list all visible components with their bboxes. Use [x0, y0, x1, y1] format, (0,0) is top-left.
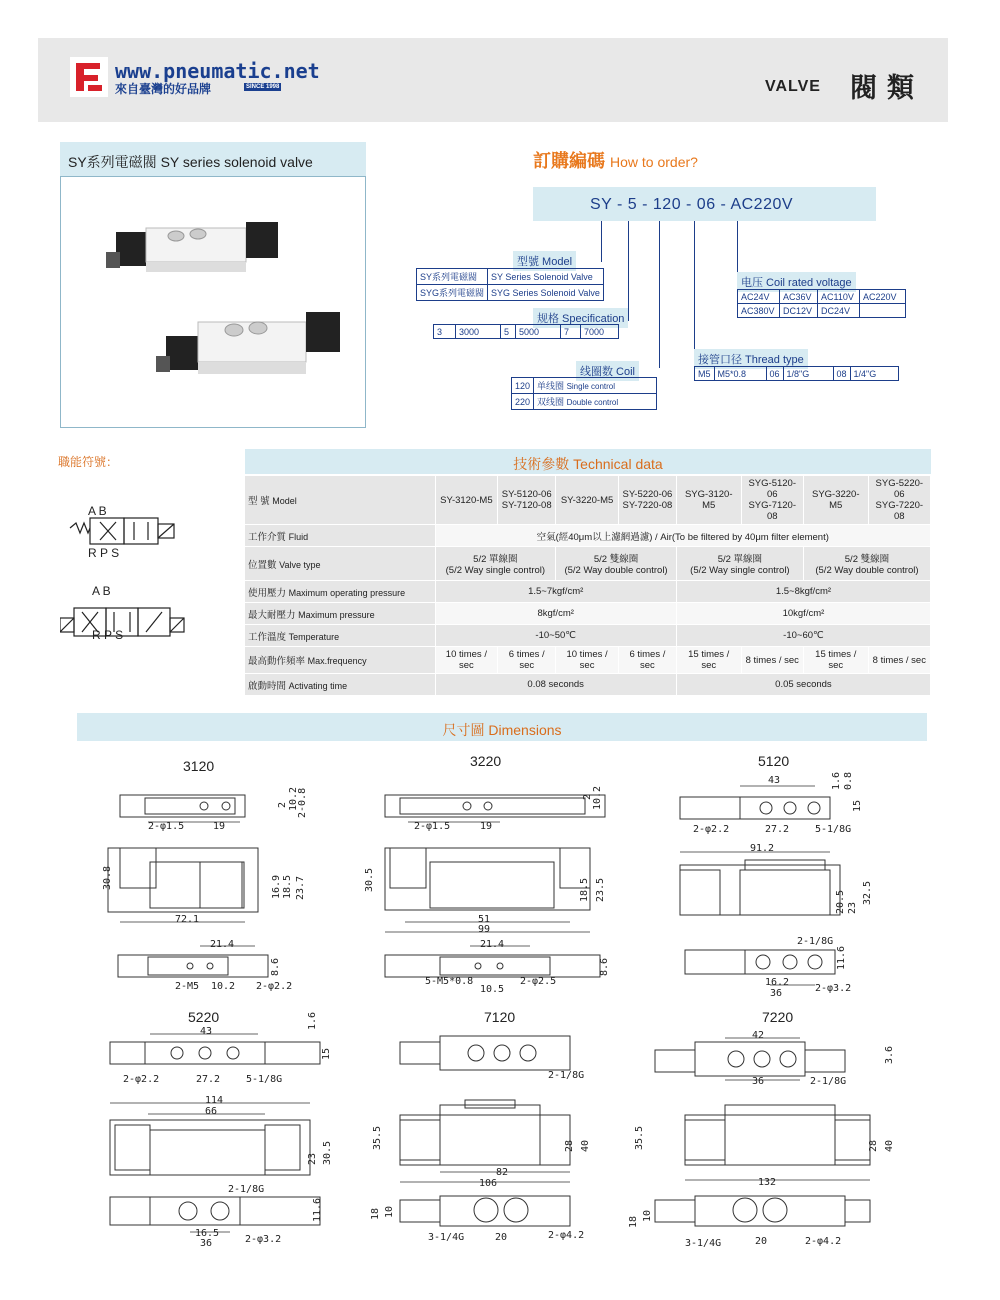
drawing-port — [222, 802, 230, 810]
thread-cell: 06 — [766, 367, 783, 381]
model-cell: SY Series Solenoid Valve — [488, 269, 604, 285]
drawing-port — [484, 802, 492, 810]
dimension-label: 66 — [205, 1106, 218, 1117]
dimension-label: 32.5 — [862, 880, 873, 905]
dimension-label: 3-1/4G — [685, 1238, 722, 1249]
tech-row-label-en: Maximum operating pressure — [288, 587, 406, 598]
drawing-outline — [400, 1115, 570, 1165]
dimension-label: 2-φ1.5 — [148, 821, 185, 832]
dimension-label: 2-φ3.2 — [245, 1234, 282, 1245]
dim-name-5220: 5220 — [188, 1009, 220, 1025]
spec-cell: 3 — [434, 325, 456, 339]
dimension-label: 23 — [847, 901, 858, 914]
tech-cell: SYG-3120-M5 — [676, 476, 741, 525]
drawing-port — [504, 1198, 528, 1222]
tech-cell: 1.5~8kgf/cm² — [676, 581, 930, 603]
product-title: SY系列電磁閥 SY series solenoid valve — [60, 142, 366, 176]
dimension-label: 16.5 — [195, 1228, 220, 1239]
tech-row-label-en: Temperature — [288, 631, 340, 642]
dimension-label: 91.2 — [750, 843, 775, 854]
drawing-port — [763, 1198, 787, 1222]
tech-title: 技術參數 Technical data — [245, 449, 931, 474]
dimension-label: 20 — [495, 1232, 508, 1243]
thread-cell: M5*0.8 — [714, 367, 766, 381]
drawing-outline — [400, 1120, 440, 1160]
drawing-outline — [680, 870, 720, 915]
dim-name-7220: 7220 — [762, 1009, 794, 1025]
drawing-port — [783, 955, 797, 969]
drawing-outline — [200, 862, 244, 908]
tech-cell: SY-3220-M5 — [556, 476, 619, 525]
drawing-outline — [655, 1050, 695, 1072]
model-cell: SYG Series Solenoid Valve — [488, 285, 604, 301]
dimension-label: 19 — [213, 821, 226, 832]
logo-slogan: 來自臺灣的好品牌 — [115, 82, 212, 96]
tech-cell: 0.05 seconds — [676, 674, 930, 696]
drawing-outline — [150, 1197, 240, 1225]
spec-cell: 7000 — [581, 325, 619, 339]
tech-row-label-cn: 工作介質 — [248, 531, 289, 543]
drawing-port — [200, 802, 208, 810]
dimension-label: 16.9 — [271, 874, 282, 899]
drawing-outline — [115, 1125, 150, 1170]
dimension-label: 1.6 — [307, 1011, 318, 1030]
drawing-port — [199, 1047, 211, 1059]
dimension-label: 18.5 — [282, 874, 293, 899]
voltage-cell: AC110V — [818, 290, 860, 304]
spec-label: 规格 Specification — [533, 308, 628, 328]
dimension-label: 5-M5*0.8 — [425, 976, 474, 987]
drawing-outline — [680, 865, 840, 915]
dim-name-3120: 3120 — [183, 758, 215, 774]
dimension-label: 10.2 — [592, 785, 603, 810]
tech-cell: 空氣(經40μm以上濾網過濾) / Air(To be filtered by 40μm filter element) — [435, 525, 931, 547]
thread-cell: M5 — [695, 367, 715, 381]
drawing-outline — [430, 862, 554, 908]
tech-cell: SY-5220-06 SY-7220-08 — [618, 476, 676, 525]
dimension-label: 40 — [884, 1139, 895, 1152]
drawing-outline — [390, 848, 426, 888]
dimension-label: 114 — [205, 1095, 224, 1106]
dimension-label: 106 — [479, 1178, 498, 1189]
dimension-label: 2-0.8 — [297, 787, 308, 818]
dimension-label: 15 — [321, 1047, 332, 1060]
dimension-label: 30.5 — [364, 867, 375, 892]
dimension-label: 30.5 — [322, 1140, 333, 1165]
dimension-label: 2 — [277, 801, 288, 808]
dimension-label: 51 — [478, 914, 491, 925]
dimension-label: 2-φ2.2 — [256, 981, 293, 992]
tech-row-label-en: Model — [272, 496, 297, 506]
thread-label: 接管口径 Thread type — [694, 349, 808, 369]
dimension-label: 10.5 — [480, 984, 505, 995]
dimension-label: 21.4 — [210, 939, 235, 950]
dimension-label: 18.5 — [579, 877, 590, 902]
tech-cell: 8 times / sec — [868, 647, 930, 674]
dimension-label: 10 — [384, 1205, 395, 1218]
drawing-outline — [685, 1115, 870, 1165]
drawing-port — [808, 802, 820, 814]
model-label: 型號 Model — [513, 251, 576, 271]
dimension-label: 35.5 — [634, 1125, 645, 1150]
drawing-outline — [740, 870, 830, 915]
drawing-outline — [148, 957, 228, 975]
drawing-outline — [440, 1105, 540, 1165]
dimension-label: 1.6 — [831, 771, 842, 790]
voltage-label: 电压 Coil rated voltage — [737, 272, 856, 292]
tech-cell: SY-5120-06 SY-7120-08 — [498, 476, 556, 525]
dimension-label: 99 — [478, 924, 491, 935]
symbol1-ports-top: A B — [88, 504, 107, 518]
drawing-outline — [685, 950, 835, 974]
dimension-label: 28 — [868, 1139, 879, 1152]
tech-cell: 5/2 雙線圈 (5/2 Way double control) — [556, 547, 677, 581]
drawing-outline — [400, 1200, 440, 1222]
coil-label: 线圈数 Coil — [576, 361, 639, 381]
dimension-label: 36 — [200, 1238, 213, 1249]
dimension-label: 43 — [200, 1026, 213, 1037]
drawing-port — [497, 963, 503, 969]
dimension-label: 5-1/8G — [246, 1074, 283, 1085]
dimension-label: 27.2 — [196, 1074, 221, 1085]
dimension-label: 5-1/8G — [815, 824, 852, 835]
tech-cell: 5/2 單線圈 (5/2 Way single control) — [676, 547, 803, 581]
tech-cell: 15 times / sec — [676, 647, 741, 674]
tech-cell: 6 times / sec — [618, 647, 676, 674]
drawing-outline — [805, 1050, 845, 1072]
tech-row-label-en: Max.frequency — [307, 656, 367, 666]
dim-name-3220: 3220 — [470, 753, 502, 769]
drawing-port — [179, 1202, 197, 1220]
tech-cell: SYG-5120-06 SYG-7120-08 — [741, 476, 803, 525]
dimension-label: 35.5 — [372, 1125, 383, 1150]
dim-name-5120: 5120 — [758, 753, 790, 769]
drawing-port — [171, 1047, 183, 1059]
drawing-port — [784, 802, 796, 814]
dimension-label: 132 — [758, 1177, 777, 1188]
logo-url: www.pneumatic.net — [115, 59, 320, 83]
dimension-label: 23.5 — [595, 877, 606, 902]
tech-cell: 10 times / sec — [556, 647, 619, 674]
thread-cell: 08 — [833, 367, 850, 381]
tech-cell: 5/2 雙線圈 (5/2 Way double control) — [803, 547, 930, 581]
voltage-cell: AC24V — [738, 290, 780, 304]
drawing-outline — [150, 1130, 265, 1175]
tech-row-label-en: Activating time — [288, 680, 348, 691]
order-code: SY - 5 - 120 - 06 - AC220V — [590, 196, 794, 213]
order-title-en: How to order? — [610, 154, 698, 170]
drawing-port — [207, 963, 213, 969]
dimension-label: 36 — [770, 988, 783, 999]
voltage-cell: DC24V — [818, 304, 860, 318]
dimension-label: 0.8 — [843, 771, 854, 790]
coil-cell: Single control — [566, 382, 616, 391]
drawing-outline — [440, 1036, 570, 1070]
dimension-label: 10.2 — [211, 981, 236, 992]
drawing-outline — [110, 1042, 320, 1064]
dimension-label: 2-1/8G — [228, 1184, 265, 1195]
logo-since: SINCE 1998 — [246, 84, 280, 90]
drawing-outline — [110, 1120, 310, 1175]
spec-cell: 5000 — [516, 325, 561, 339]
dimension-label: 2-φ2.2 — [693, 824, 730, 835]
dimension-label: 2 — [582, 793, 593, 800]
coil-cell: 220 — [512, 394, 534, 410]
order-title-cn: 訂購編碼 — [533, 151, 605, 171]
dimension-label: 18 — [370, 1207, 381, 1220]
dimension-label: 11.6 — [312, 1197, 323, 1222]
model-cell: SY系列電磁閥 — [417, 269, 488, 285]
dimension-label: 19 — [480, 821, 493, 832]
drawing-port — [780, 1051, 796, 1067]
dimension-label: 40 — [580, 1139, 591, 1152]
dimension-label: 27.2 — [765, 824, 790, 835]
drawing-port — [463, 802, 471, 810]
drawing-outline — [835, 1120, 870, 1160]
drawing-outline — [120, 848, 156, 888]
tech-cell: SYG-3220-M5 — [803, 476, 868, 525]
dimension-label: 2-M5 — [175, 981, 200, 992]
drawing-outline — [385, 848, 590, 910]
tech-row-label-cn: 位置數 — [248, 559, 280, 571]
tech-row-label-cn: 最高動作頻率 — [248, 656, 308, 667]
dimension-label: 20.5 — [835, 889, 846, 914]
dimension-label: 2-φ2.5 — [520, 976, 557, 987]
function-symbol-title: 職能符號： — [58, 455, 119, 469]
tech-cell: -10~60℃ — [676, 625, 930, 647]
spec-cell: 5 — [501, 325, 516, 339]
drawing-outline — [740, 797, 830, 819]
tech-cell: 8kgf/cm² — [435, 603, 676, 625]
drawing-outline — [145, 1042, 265, 1064]
spec-cell: 7 — [561, 325, 581, 339]
tech-row-label-cn: 工作溫度 — [248, 631, 289, 643]
drawing-port — [475, 963, 481, 969]
tech-cell: 10kgf/cm² — [676, 603, 930, 625]
drawing-outline — [695, 1196, 845, 1226]
dimension-label: 3-1/4G — [428, 1232, 465, 1243]
coil-cell: 双线圈 — [537, 397, 565, 407]
dimension-label: 2-1/8G — [810, 1076, 847, 1087]
dimension-label: 28 — [564, 1139, 575, 1152]
dimension-label: 8.6 — [599, 957, 610, 976]
coil-cell: Double control — [566, 398, 619, 407]
tech-cell: 0.08 seconds — [435, 674, 676, 696]
drawing-outline — [725, 1105, 835, 1165]
dimension-label: 8.6 — [270, 957, 281, 976]
dimension-label: 2-1/8G — [548, 1070, 585, 1081]
dimension-label: 2-φ3.2 — [815, 983, 852, 994]
dimension-label: 2-φ2.2 — [123, 1074, 160, 1085]
drawing-port — [733, 1198, 757, 1222]
tech-row-label-cn: 使用壓力 — [248, 587, 289, 599]
dimension-label: 10.2 — [288, 786, 299, 811]
coil-cell: 单线圈 — [537, 381, 565, 391]
tech-cell: 6 times / sec — [498, 647, 556, 674]
voltage-cell: AC220V — [860, 290, 906, 304]
drawing-port — [754, 1051, 770, 1067]
drawing-port — [494, 1045, 510, 1061]
thread-cell: 1/8"G — [783, 367, 833, 381]
tech-row-label-en: Valve type — [279, 559, 321, 570]
drawing-port — [760, 802, 772, 814]
tech-cell: SY-3120-M5 — [435, 476, 498, 525]
tech-cell: 8 times / sec — [741, 647, 803, 674]
drawing-port — [808, 955, 822, 969]
drawing-port — [468, 1045, 484, 1061]
tech-cell: SYG-5220-06 SYG-7220-08 — [868, 476, 930, 525]
drawing-outline — [845, 1200, 870, 1222]
section-title-en: VALVE — [765, 78, 821, 95]
dimension-label: 21.4 — [480, 939, 505, 950]
dim-name-7120: 7120 — [484, 1009, 516, 1025]
dimension-label: 2-φ4.2 — [548, 1230, 585, 1241]
thread-cell: 1/4"G — [850, 367, 898, 381]
drawing-port — [756, 955, 770, 969]
drawing-outline — [265, 1125, 300, 1170]
dimension-label: 20 — [755, 1236, 768, 1247]
dimension-label: 72.1 — [175, 914, 200, 925]
dimension-label: 18 — [628, 1215, 639, 1228]
dimension-label: 42 — [752, 1030, 765, 1041]
dimension-label: 30.8 — [102, 865, 113, 890]
drawing-outline — [695, 1042, 805, 1076]
dimension-label: 11.6 — [836, 945, 847, 970]
drawing-outline — [110, 1197, 320, 1225]
drawing-port — [520, 1045, 536, 1061]
tech-cell: 10 times / sec — [435, 647, 498, 674]
dimension-label: 2-φ4.2 — [805, 1236, 842, 1247]
drawing-outline — [385, 955, 600, 977]
tech-row-label-cn: 啟動時間 — [248, 680, 289, 692]
drawing-port — [187, 963, 193, 969]
drawing-port — [211, 1202, 229, 1220]
symbol1-ports-bottom: R P S — [88, 546, 120, 560]
drawing-outline — [685, 1120, 725, 1160]
drawing-outline — [150, 862, 242, 908]
dimension-label: 23 — [307, 1152, 318, 1165]
drawing-outline — [440, 1196, 570, 1226]
drawing-outline — [440, 957, 550, 975]
drawing-outline — [465, 1100, 515, 1108]
dimension-label: 82 — [496, 1167, 509, 1178]
tech-row-label-en: Fluid — [288, 531, 309, 542]
tech-row-label-cn: 型 號 — [248, 496, 273, 507]
dimension-label: 16.2 — [765, 977, 790, 988]
model-cell: SYG系列電磁閥 — [417, 285, 488, 301]
tech-cell: -10~50℃ — [435, 625, 676, 647]
tech-cell: 1.5~7kgf/cm² — [435, 581, 676, 603]
drawing-port — [227, 1047, 239, 1059]
dimension-label: 2-1/8G — [797, 936, 834, 947]
voltage-cell: AC380V — [738, 304, 780, 318]
tech-cell: 15 times / sec — [803, 647, 868, 674]
drawing-port — [728, 1051, 744, 1067]
section-title-cn: 閥類 — [850, 73, 924, 103]
drawing-outline — [108, 848, 258, 912]
voltage-cell: DC12V — [780, 304, 818, 318]
tech-row-label-cn: 最大耐壓力 — [248, 609, 299, 621]
dimensions-title: 尺寸圖 Dimensions — [77, 713, 927, 741]
drawing-port — [474, 1198, 498, 1222]
dimension-label: 3.6 — [884, 1045, 895, 1064]
drawing-outline — [655, 1200, 695, 1222]
dimension-label: 43 — [768, 775, 781, 786]
tech-cell: 5/2 單線圈 (5/2 Way single control) — [435, 547, 556, 581]
dimension-label: 36 — [752, 1076, 765, 1087]
symbol2-ports-top: A B — [92, 584, 111, 598]
tech-row-label-en: Maximum pressure — [298, 609, 375, 620]
spec-cell: 3000 — [456, 325, 501, 339]
voltage-cell: AC36V — [780, 290, 818, 304]
drawing-outline — [400, 1042, 440, 1064]
dimension-label: 10 — [642, 1209, 653, 1222]
dimension-label: 23.7 — [295, 875, 306, 900]
symbol2-ports-bottom: R P S — [92, 628, 124, 642]
coil-cell: 120 — [512, 378, 534, 394]
dimension-label: 2-φ1.5 — [414, 821, 451, 832]
dimension-label: 15 — [852, 799, 863, 812]
